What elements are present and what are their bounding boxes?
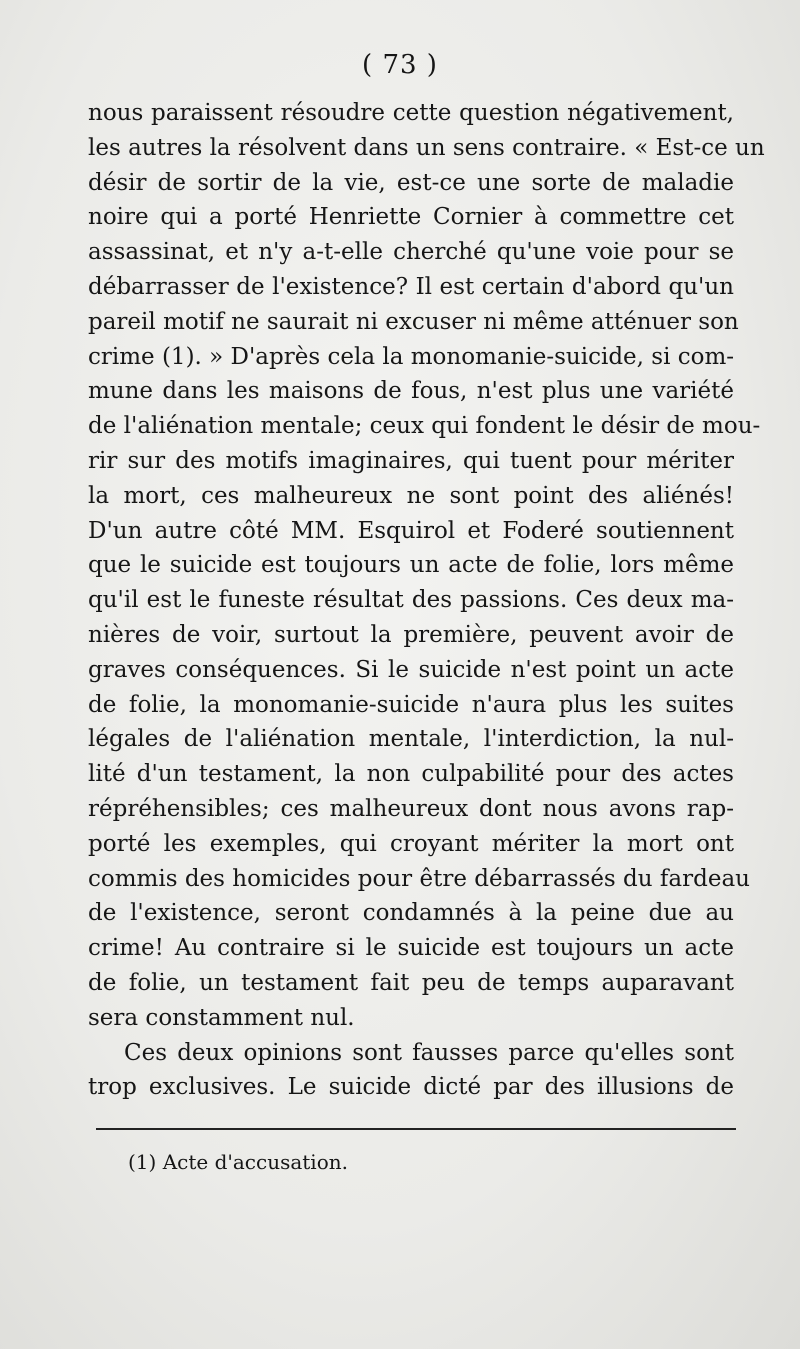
text-line: de folie, un testament fait peu de temps auparavant [88, 969, 734, 996]
text-line: rir sur des motifs imaginaires, qui tuent pour mériter [88, 447, 734, 474]
text-line: crime (1). » D'après cela la monomanie-suicide, si com- [88, 343, 735, 370]
text-line: commis des homicides pour être débarrassés du fardeau [88, 865, 750, 892]
text-line: de l'aliénation mentale; ceux qui fondent le désir de mou- [88, 413, 761, 440]
footnote-rule [96, 1128, 736, 1130]
text-line: noire qui a porté Henriette Cornier à commettre cet [88, 204, 734, 231]
text-line: porté les exemples, qui croyant mériter la mort ont [88, 830, 734, 857]
text-line: la mort, ces malheureux ne sont point des aliénés! [88, 482, 734, 509]
text-line: répréhensibles; ces malheureux dont nous avons rap- [88, 795, 734, 822]
text-line: assassinat, et n'y a-t-elle cherché qu'une voie pour se [88, 239, 734, 266]
text-line: Ces deux opinions sont fausses parce qu'elles sont [124, 1039, 734, 1066]
text-line: que le suicide est toujours un acte de folie, lors même [88, 552, 734, 579]
text-line: désir de sortir de la vie, est-ce une sorte de maladie [88, 169, 734, 196]
text-line: graves conséquences. Si le suicide n'est point un acte [88, 656, 734, 683]
text-line: sera constamment nul. [88, 1004, 355, 1031]
page-number: ( 73 ) [362, 50, 438, 80]
footnote: (1) Acte d'accusation. [128, 1150, 348, 1174]
text-line: crime! Au contraire si le suicide est toujours un acte [88, 935, 734, 962]
text-line: débarrasser de l'existence? Il est certain d'abord qu'un [88, 273, 734, 300]
text-line: pareil motif ne saurait ni excuser ni même atténuer son [88, 308, 739, 335]
text-line: qu'il est le funeste résultat des passions. Ces deux ma- [88, 587, 734, 614]
text-line: de l'existence, seront condamnés à la peine due au [88, 900, 734, 927]
text-line: nous paraissent résoudre cette question négativement, [88, 100, 734, 126]
text-line: mune dans les maisons de fous, n'est plus une variété [88, 378, 734, 405]
text-line: lité d'un testament, la non culpabilité pour des actes [88, 761, 734, 788]
text-line: de folie, la monomanie-suicide n'aura plus les suites [88, 691, 734, 718]
text-line: trop exclusives. Le suicide dicté par des illusions de [88, 1074, 734, 1101]
text-line: D'un autre côté MM. Esquirol et Foderé soutiennent [88, 517, 734, 544]
text-line: nières de voir, surtout la première, peuvent avoir de [88, 621, 734, 648]
text-line: légales de l'aliénation mentale, l'interdiction, la nul- [88, 726, 734, 753]
text-line: les autres la résolvent dans un sens contraire. « Est-ce un [88, 134, 765, 161]
body-text [88, 96, 765, 1105]
